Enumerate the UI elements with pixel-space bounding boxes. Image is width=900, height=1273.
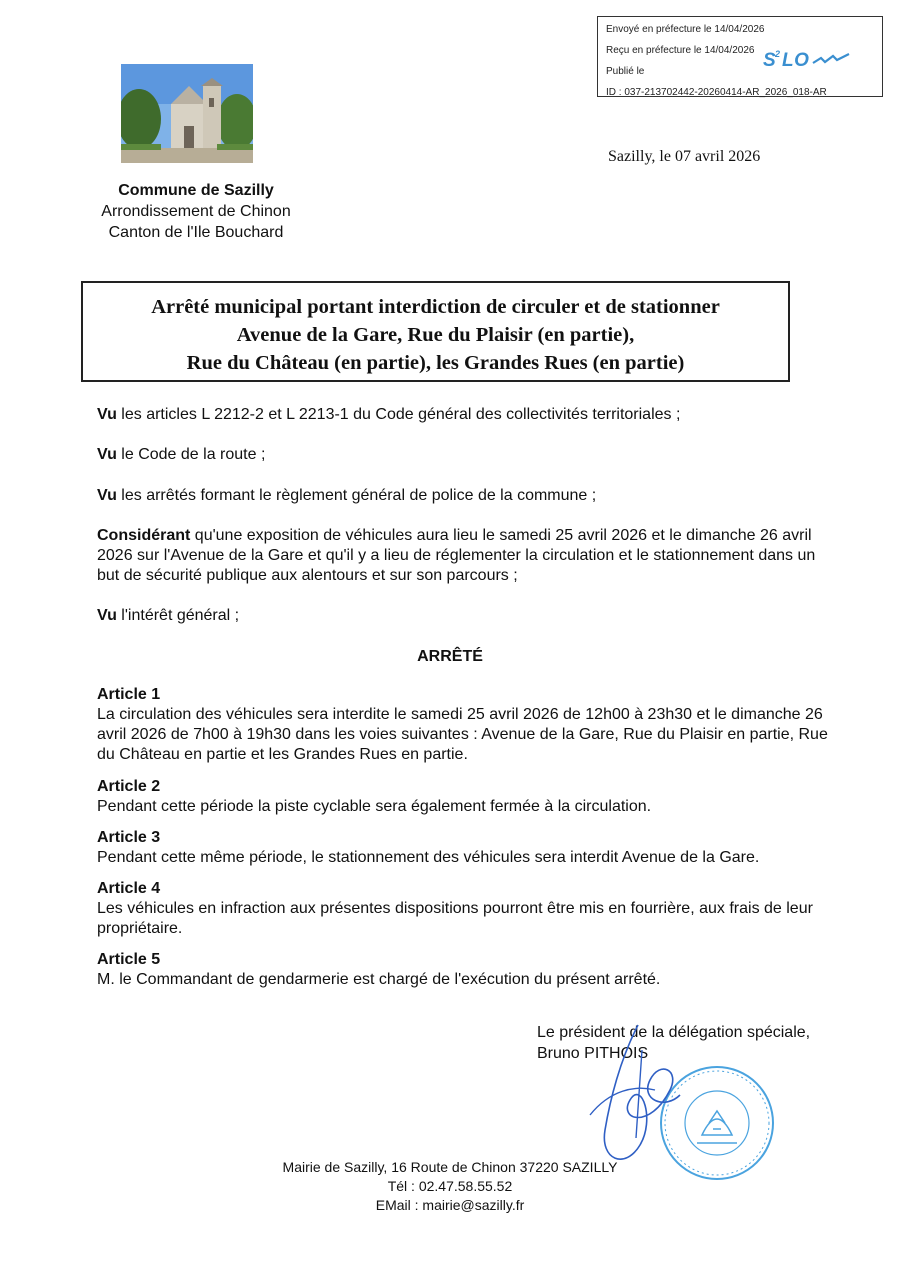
article-text: Pendant cette même période, le stationnement des véhicules sera interdit Avenue de la Gare. <box>97 849 760 866</box>
stamp-received: Reçu en préfecture le 14/04/2026 <box>606 45 755 56</box>
canton: Canton de l'Ile Bouchard <box>108 224 284 241</box>
document-date: Sazilly, le 07 avril 2026 <box>608 148 761 165</box>
preamble-3 <box>97 486 832 506</box>
stamp-id: ID : 037-213702442-20260414-AR_2026_018-AR <box>606 87 827 98</box>
preamble-2 <box>97 445 832 465</box>
stamp-published: Publié le <box>606 66 645 77</box>
footer-phone: Tél : 02.47.58.55.52 <box>387 1178 513 1194</box>
commune-header <box>66 180 326 243</box>
article-text: La circulation des véhicules sera interdite le samedi 25 avril 2026 de 12h00 à 23h30 et le dimanche 26 avril 2026 de 7h00 à 19h30 dans les voies suivantes : Avenue de la Gare, Rue du Plaisir en partie, Rue du Château en partie et les Grandes Rues en partie. <box>97 706 828 763</box>
preamble-text: les arrêtés formant le règlement général de police de la commune ; <box>116 487 597 504</box>
stamp-sent: Envoyé en préfecture le 14/04/2026 <box>606 24 765 35</box>
preamble-5 <box>97 606 832 626</box>
title-line-1: Arrêté municipal portant interdiction de circuler et de stationner <box>151 296 720 318</box>
article-2 <box>97 777 832 817</box>
svg-text:S: S <box>763 50 777 71</box>
preamble-lead: Considérant <box>97 527 191 544</box>
preamble-lead: Vu <box>97 607 117 624</box>
article-heading: Article 2 <box>97 778 161 795</box>
preamble-lead: Vu <box>97 487 117 504</box>
article-heading: Article 3 <box>97 829 161 846</box>
s2lo-logo <box>763 47 858 76</box>
signatory-role: Le président de la délégation spéciale, <box>537 1024 811 1041</box>
preamble-text: l'intérêt général ; <box>116 607 240 624</box>
svg-text:LO: LO <box>782 50 810 71</box>
church-photo <box>121 64 253 163</box>
article-1 <box>97 685 837 765</box>
article-3 <box>97 828 832 868</box>
signatory-name: Bruno PITHOIS <box>537 1045 649 1062</box>
preamble-1 <box>97 405 832 425</box>
article-heading: Article 4 <box>97 880 161 897</box>
preamble-text: les articles L 2212-2 et L 2213-1 du Code général des collectivités territoriales ; <box>116 406 681 423</box>
title-box <box>81 281 790 382</box>
footer-email: EMail : mairie@sazilly.fr <box>375 1197 525 1213</box>
preamble-lead: Vu <box>97 406 117 423</box>
title-line-2: Avenue de la Gare, Rue du Plaisir (en partie), <box>236 324 635 346</box>
preamble-lead: Vu <box>97 446 117 463</box>
svg-text:2: 2 <box>775 49 781 59</box>
prefecture-stamp <box>597 16 883 97</box>
article-text: Pendant cette période la piste cyclable sera également fermée à la circulation. <box>97 798 652 815</box>
article-text: M. le Commandant de gendarmerie est chargé de l'exécution du présent arrêté. <box>97 971 661 988</box>
article-text: Les véhicules en infraction aux présentes dispositions pourront être mis en fourrière, aux frais de leur propriétaire. <box>97 900 813 937</box>
preamble-text: qu'une exposition de véhicules aura lieu le samedi 25 avril 2026 et le dimanche 26 avril 2026 sur l'Avenue de la Gare et qu'il y a lieu de réglementer la circulation et le stationnement dans un but de sécurité publique aux alentours et sur son parcours ; <box>97 527 816 584</box>
article-heading: Article 1 <box>97 686 161 703</box>
footer-address: Mairie de Sazilly, 16 Route de Chinon 37220 SAZILLY <box>282 1159 618 1175</box>
article-5 <box>97 950 832 990</box>
arrondissement: Arrondissement de Chinon <box>101 203 291 220</box>
footer <box>250 1158 650 1215</box>
preamble-text: le Code de la route ; <box>116 446 266 463</box>
title-line-3: Rue du Château (en partie), les Grandes Rues (en partie) <box>186 352 685 374</box>
commune-name: Commune de Sazilly <box>118 182 274 199</box>
article-heading: Article 5 <box>97 951 161 968</box>
preamble-4 <box>97 526 825 586</box>
decision-heading: ARRÊTÉ <box>417 648 483 665</box>
article-4 <box>97 879 827 939</box>
